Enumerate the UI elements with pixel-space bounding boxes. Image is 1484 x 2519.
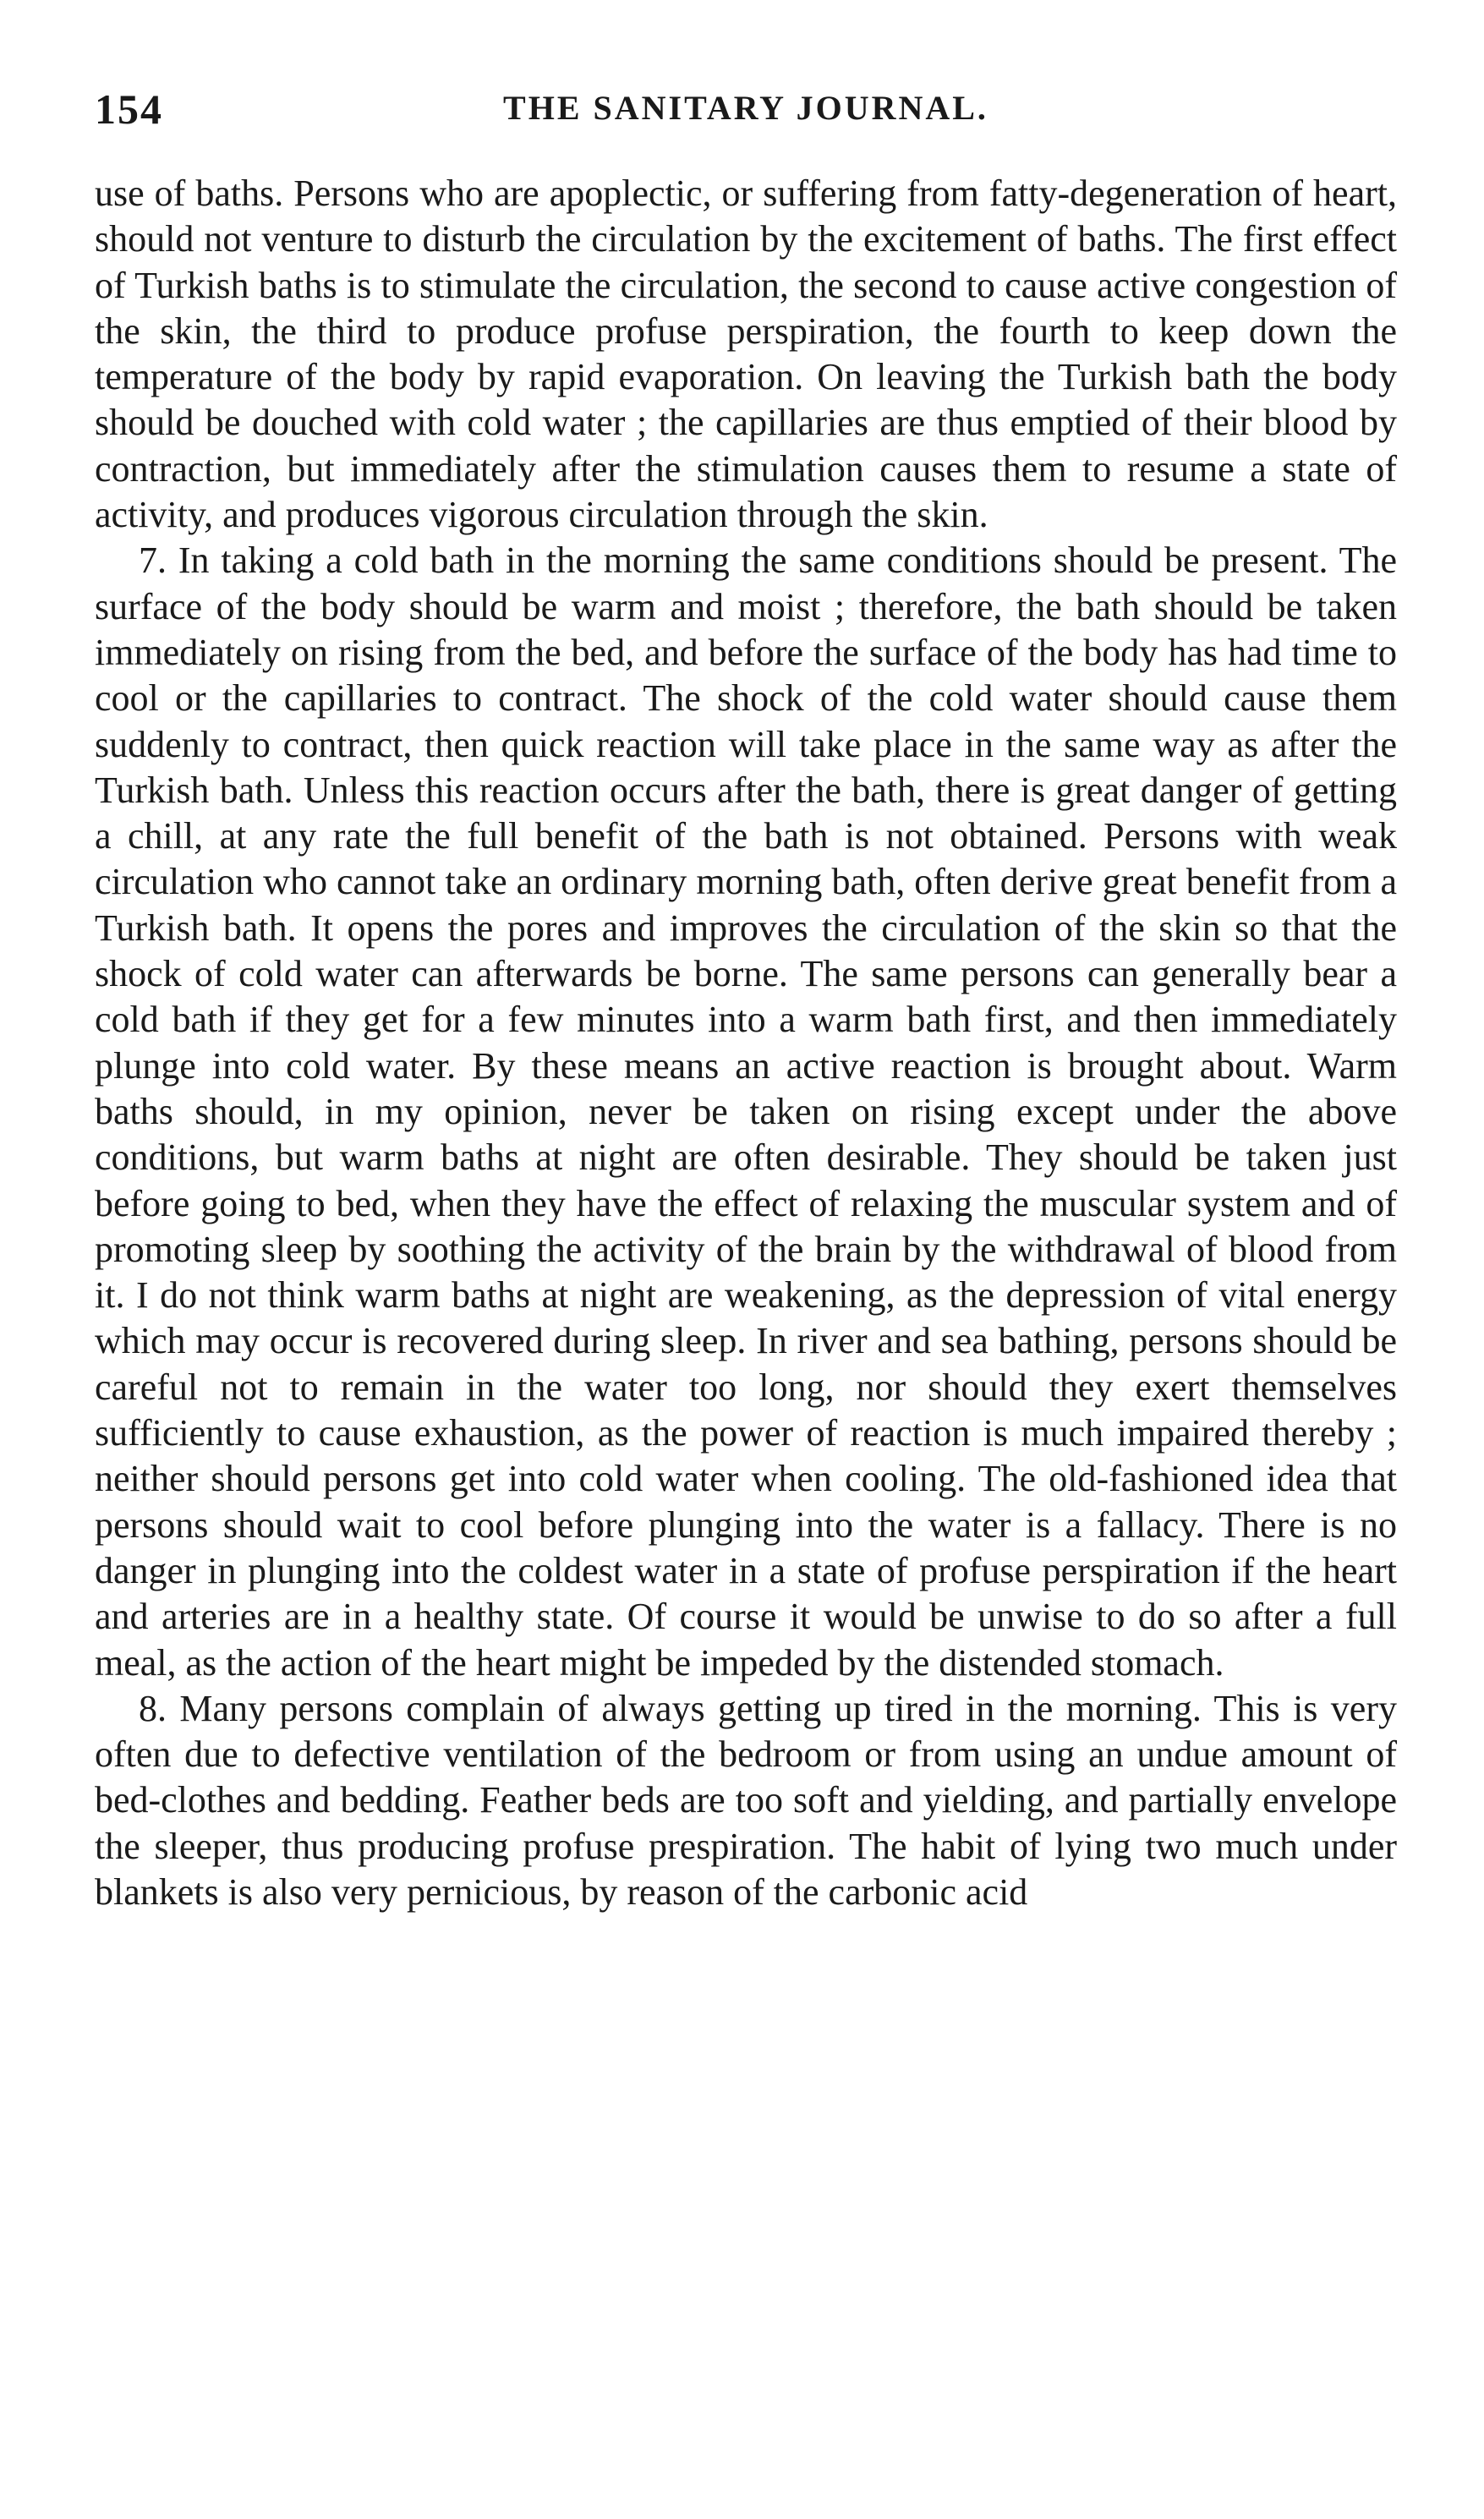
paragraph-8: 8. Many persons complain of always getting up tired in the morning. This is very often due to defective ventilation of the bedroom or from using an undue amount of bed-clothes and bedding. Feather beds are too soft and yielding, and partially envelope the sleeper, thus producing profuse prespiration. The habit of lying two much under blankets is also very pernicious, by reason of the carbonic acid	[95, 1687, 1397, 1913]
running-title: THE SANITARY JOURNAL.	[503, 89, 988, 127]
page-number: 154	[95, 85, 163, 133]
paragraph-7: 7. In taking a cold bath in the morning the same conditions should be present. The surface of the body should be warm and moist ; therefore, the bath should be taken immediately on rising from the bed, and before the surface of the body has had time to cool or the capillaries to contract. The shock of the cold water should cause them suddenly to contract, then quick reaction will take place in the same way as after the Turkish bath. Unless this reaction occurs after the bath, there is great danger of getting a chill, at any rate the full benefit of the bath is not obtained. Persons with weak circulation who cannot take an ordinary morning bath, often derive great benefit from a Turkish bath. It opens the pores and improves the circulation of the skin so that the shock of cold water can afterwards be borne. The same persons can generally bear a cold bath if they get for a few minutes into a warm bath first, and then immediately plunge into cold water. By these means an active reaction is brought about. Warm baths should, in my opinion, never be taken on rising except under the above conditions, but warm baths at night are often desirable. They should be taken just before going to bed, when they have the effect of relaxing the muscular system and of promoting sleep by soothing the activity of the brain by the withdrawal of blood from it. I do not think warm baths at night are weakening, as the depression of vital energy which may occur is recovered during sleep. In river and sea bathing, persons should be careful not to remain in the water too long, nor should they exert themselves sufficiently to cause exhaustion, as the power of reaction is much impaired thereby ; neither should persons get into cold water when cooling. The old-fashioned idea that persons should wait to cool before plunging into the water is a fallacy. There is no danger in plunging into the coldest water in a state of profuse perspiration if the heart and arteries are in a healthy state. Of course it would be unwise to do so after a full meal, as the action of the heart might be impeded by the distended stomach.	[95, 539, 1397, 1684]
body-text	[95, 171, 1397, 1915]
page-header	[95, 85, 1397, 152]
paragraph-continued: use of baths. Persons who are apoplectic, or suffering from fatty-degeneration of heart, should not venture to disturb the circulation by the excitement of baths. The first effect of Turkish baths is to stimulate the circulation, the second to cause active congestion of the skin, the third to produce profuse perspiration, the fourth to keep down the temperature of the body by rapid evaporation. On leaving the Turkish bath the body should be douched with cold water ; the capillaries are thus emptied of their blood by contraction, but immediately after the stimulation causes them to resume a state of activity, and produces vigorous circulation through the skin.	[95, 172, 1397, 536]
journal-page	[95, 85, 1397, 1915]
